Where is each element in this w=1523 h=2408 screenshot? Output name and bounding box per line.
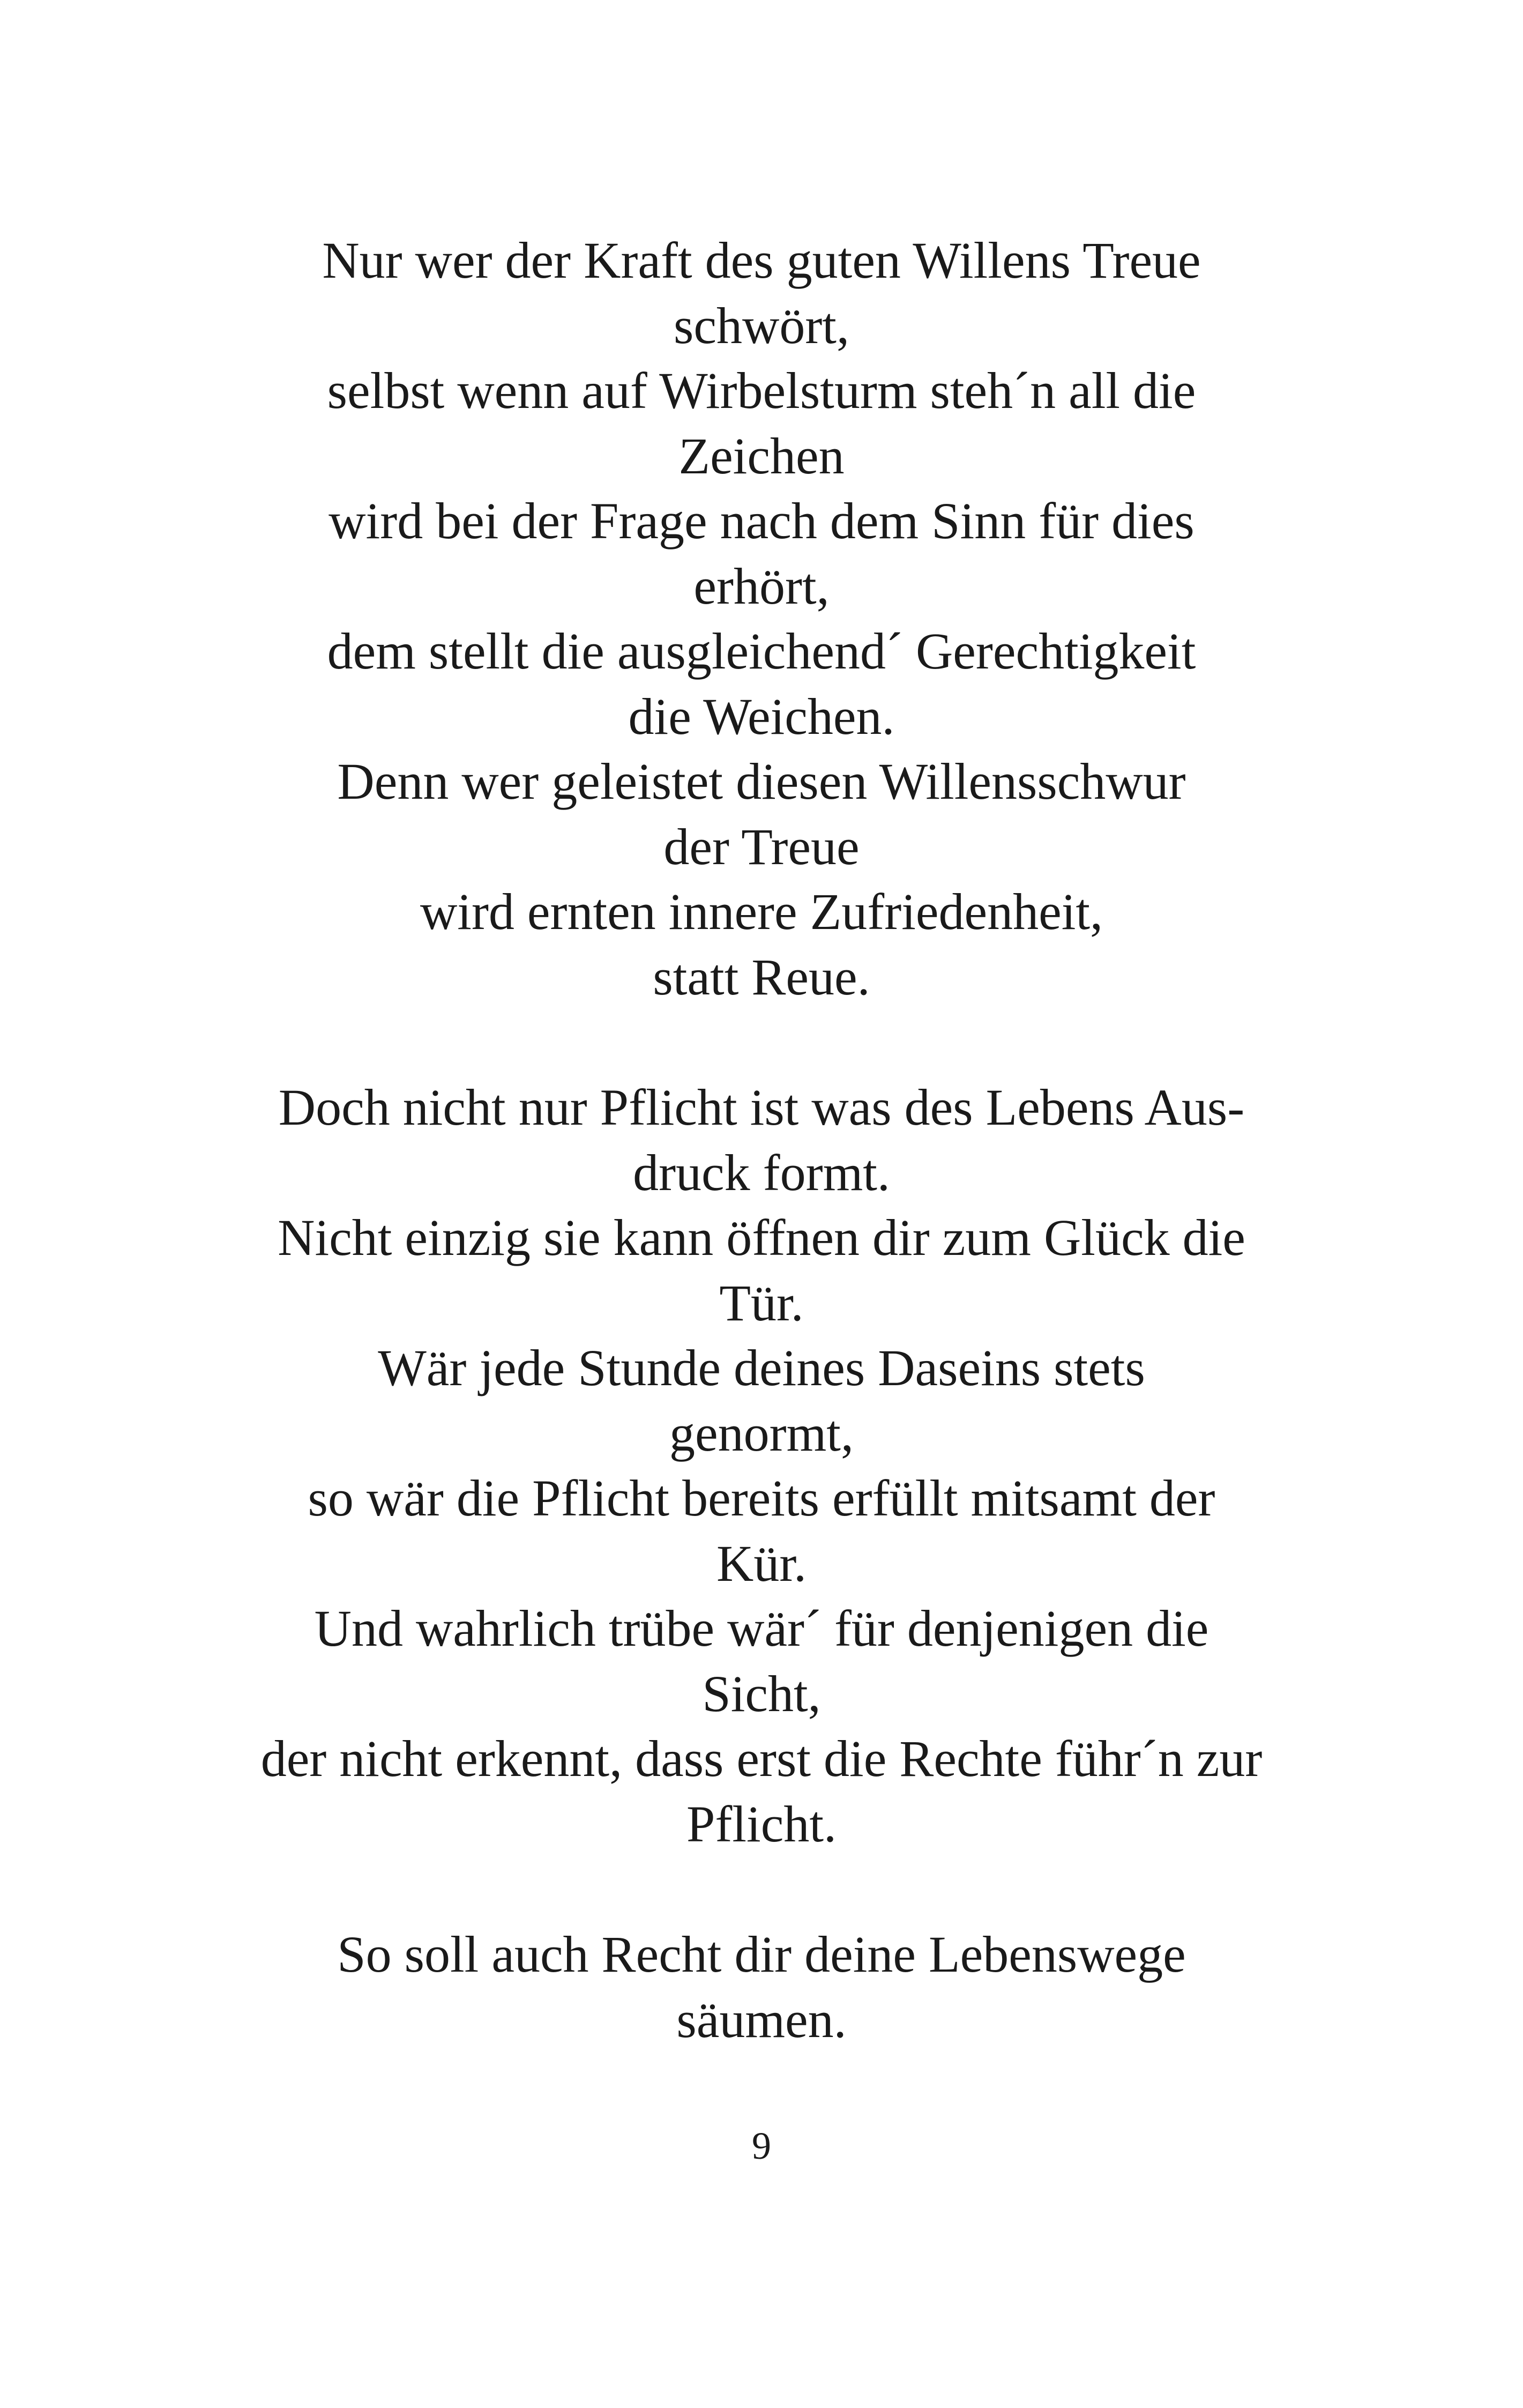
poem-line: so wär die Pflicht bereits erfüllt mitsamt der [308, 1469, 1215, 1527]
page-number: 9 [752, 2124, 771, 2167]
poem-line: wird bei der Frage nach dem Sinn für dies [329, 492, 1194, 549]
stanza-1 [0, 228, 1523, 1009]
poem-line: genormt, [669, 1404, 854, 1462]
poem-line: Denn wer geleistet diesen Willensschwur [337, 753, 1186, 810]
poem-line: Nur wer der Kraft des guten Willens Treue [322, 232, 1201, 289]
poem-line: Sicht, [702, 1664, 821, 1722]
poem-line: druck formt. [633, 1143, 890, 1201]
stanza-3 [0, 1922, 1523, 2052]
poem-line: erhört, [693, 557, 830, 615]
poem-line: Tür. [719, 1274, 804, 1332]
poem-line: der Treue [663, 817, 860, 875]
poem-line: Nicht einzig sie kann öffnen dir zum Glück die [278, 1209, 1245, 1266]
poem-line: statt Reue. [653, 948, 870, 1006]
poem-line: der nicht erkennt, dass erst die Rechte führ´n zur [260, 1730, 1263, 1787]
poem-line: wird ernten innere Zufriedenheit, [420, 883, 1103, 940]
poem-line: Wär jede Stunde deines Daseins stets [378, 1339, 1145, 1396]
poem-line: So soll auch Recht dir deine Lebenswege [337, 1926, 1186, 1983]
poem [0, 228, 1523, 2052]
poem-line: Zeichen [678, 427, 845, 485]
poem-line: Doch nicht nur Pflicht ist was des Lebens Aus- [278, 1079, 1245, 1136]
poem-line: dem stellt die ausgleichend´ Gerechtigkeit [327, 622, 1196, 680]
poem-line: Und wahrlich trübe wär´ für denjenigen die [314, 1600, 1209, 1657]
poem-line: selbst wenn auf Wirbelsturm steh´n all die [327, 362, 1196, 419]
poem-line: schwört, [674, 296, 849, 354]
poem-line: Pflicht. [686, 1795, 837, 1853]
poem-line: Kür. [716, 1534, 807, 1592]
stanza-2 [0, 1075, 1523, 1856]
poem-line: säumen. [676, 1990, 847, 2048]
poem-line: die Weichen. [628, 687, 895, 745]
